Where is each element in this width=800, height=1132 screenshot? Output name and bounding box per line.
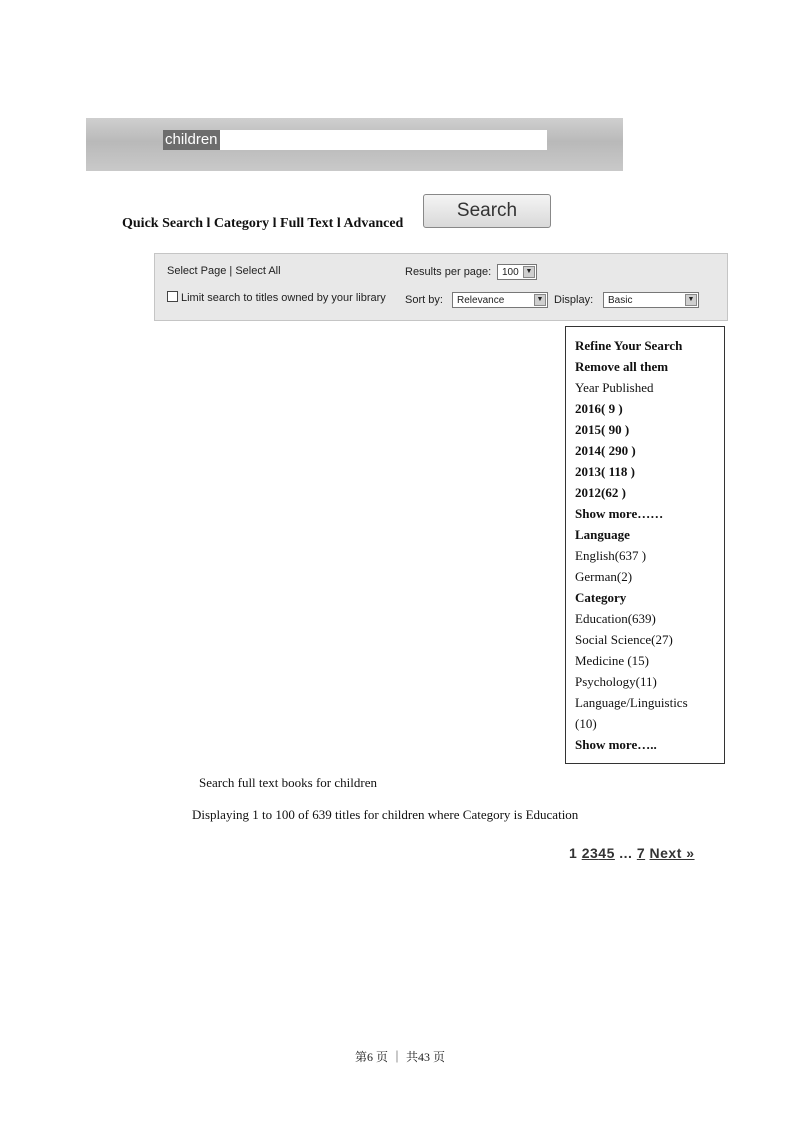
category-filter-linguistics[interactable]: Language/Linguistics: [575, 695, 688, 710]
page-footer: 第6 页 ｜ 共43 页: [354, 1050, 445, 1064]
search-button[interactable]: Search: [423, 194, 551, 228]
show-more-categories-link[interactable]: Show more…..: [575, 737, 657, 752]
year-published-heading: Year Published: [575, 380, 654, 395]
category-filter-medicine[interactable]: Medicine (15): [575, 653, 650, 668]
select-links: Select Page | Select All: [167, 265, 281, 277]
remove-all-link[interactable]: Remove all them: [575, 359, 669, 374]
results-heading: Search full text books for children: [199, 775, 377, 790]
link-separator: l: [272, 216, 277, 231]
full-text-link[interactable]: Full Text: [280, 216, 334, 231]
limit-search-checkbox[interactable]: [167, 291, 178, 302]
language-heading: Language: [575, 527, 630, 542]
category-heading: Category: [575, 590, 627, 605]
search-input[interactable]: [163, 130, 547, 150]
results-summary: Displaying 1 to 100 of 639 titles for children where Category is Education: [192, 807, 579, 822]
page-7-link[interactable]: 7: [636, 845, 646, 861]
limit-search-label: Limit search to titles owned by your library: [181, 292, 386, 304]
category-link[interactable]: Category: [213, 216, 270, 231]
chevron-down-icon: ▼: [523, 266, 535, 278]
search-query: children: [165, 131, 218, 148]
select-page-link[interactable]: Select Page: [167, 265, 227, 277]
category-filter-linguistics-count: (10): [575, 716, 597, 731]
quick-search-link[interactable]: Quick Search: [122, 216, 204, 231]
chevron-down-icon: ▼: [685, 294, 697, 306]
search-options-panel: [154, 253, 728, 321]
next-page-link[interactable]: Next »: [649, 845, 695, 861]
sort-by-label: Sort by:: [405, 294, 443, 306]
chevron-down-icon: ▼: [534, 294, 546, 306]
link-separator: l: [206, 216, 211, 231]
refine-search-panel: [565, 326, 725, 764]
display-select[interactable]: Basic ▼: [603, 292, 699, 308]
page-4-link[interactable]: 4: [598, 845, 607, 861]
advanced-link[interactable]: Advanced: [343, 216, 404, 231]
results-per-page-label: Results per page:: [405, 266, 492, 278]
results-per-page-select[interactable]: 100 ▼: [497, 264, 537, 280]
category-filter-psychology[interactable]: Psychology(11): [575, 674, 657, 689]
link-separator: l: [336, 216, 341, 231]
year-filter-2016[interactable]: 2016( 9 ): [575, 401, 623, 416]
select-all-link[interactable]: Select All: [235, 265, 281, 277]
category-filter-education[interactable]: Education(639): [575, 611, 656, 626]
year-filter-2012[interactable]: 2012(62 ): [575, 485, 626, 500]
language-filter-english[interactable]: English(637 ): [575, 548, 647, 563]
page-2-link[interactable]: 2: [581, 845, 590, 861]
pagination: [569, 845, 695, 861]
refine-title: Refine Your Search: [575, 338, 683, 353]
page-1: 1: [569, 845, 578, 861]
search-mode-links: [122, 216, 403, 232]
year-filter-2014[interactable]: 2014( 290 ): [575, 443, 636, 458]
limit-search-option[interactable]: [167, 291, 386, 304]
year-filter-2015[interactable]: 2015( 90 ): [575, 422, 630, 437]
year-filter-2013[interactable]: 2013( 118 ): [575, 464, 635, 479]
pager-ellipsis: ...: [619, 845, 633, 861]
display-label: Display:: [554, 294, 594, 306]
language-filter-german[interactable]: German(2): [575, 569, 633, 584]
search-bar: [86, 118, 623, 171]
sort-by-select[interactable]: Relevance ▼: [452, 292, 548, 308]
page-5-link[interactable]: 5: [606, 845, 615, 861]
category-filter-social-science[interactable]: Social Science(27): [575, 632, 673, 647]
page-3-link[interactable]: 3: [589, 845, 599, 861]
show-more-years-link[interactable]: Show more……: [575, 506, 664, 521]
